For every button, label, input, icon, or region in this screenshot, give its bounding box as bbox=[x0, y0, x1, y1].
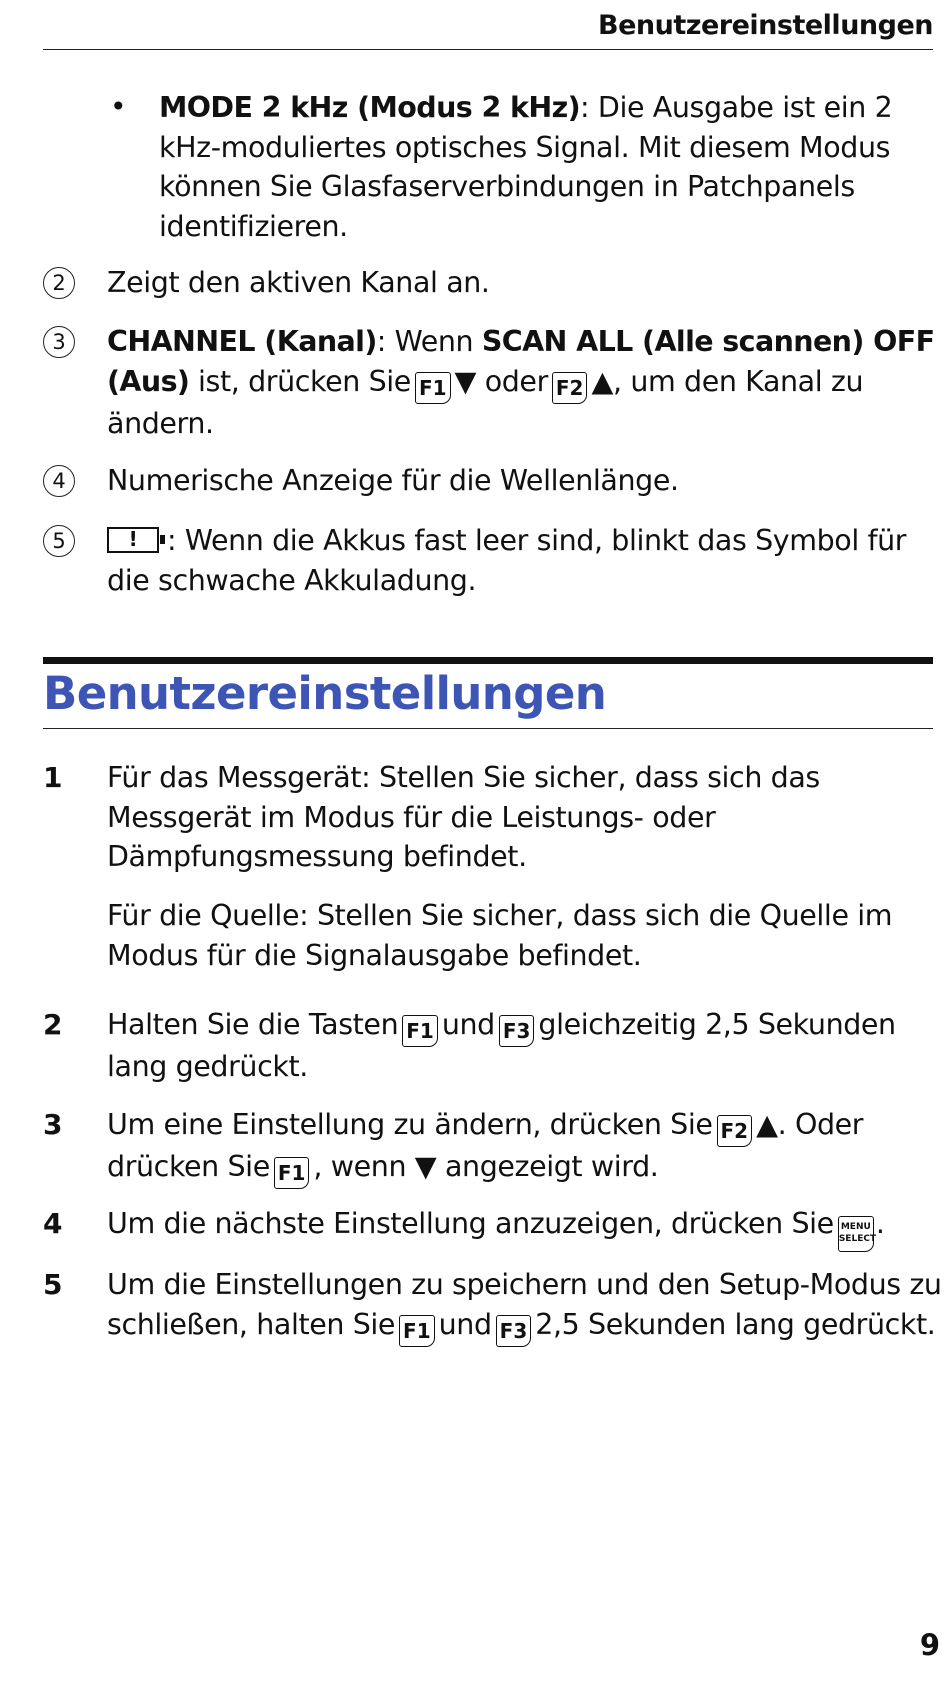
step-2-text-a: Halten Sie die Tasten bbox=[107, 1008, 399, 1041]
f1-key-icon: F1 bbox=[415, 372, 451, 404]
callout-text-5 bbox=[107, 521, 942, 600]
page-number: 9 bbox=[919, 1628, 940, 1662]
callout-3-text-d: , um den Kanal zu ändern. bbox=[107, 364, 864, 440]
running-header: Benutzereinstellungen bbox=[598, 10, 933, 41]
step-3-text-d: angezeigt wird. bbox=[436, 1150, 659, 1183]
callout-text-3 bbox=[107, 322, 942, 443]
step-number-1: 1 bbox=[43, 761, 63, 794]
step-number-2: 2 bbox=[43, 1008, 63, 1041]
mode-label: MODE 2 kHz (Modus 2 kHz) bbox=[159, 91, 581, 124]
callout-marker-5: 5 bbox=[43, 525, 75, 557]
step-4-text-a: Um die nächste Einstellung anzuzeigen, drücken Sie bbox=[107, 1207, 834, 1240]
callout-marker-2: 2 bbox=[43, 267, 75, 299]
step-3-text-a: Um eine Einstellung zu ändern, drücken Sie bbox=[107, 1108, 713, 1141]
menu-key-label: MENU bbox=[840, 1222, 871, 1232]
f3-key-icon: F3 bbox=[496, 1315, 532, 1347]
step-number-3: 3 bbox=[43, 1108, 63, 1141]
menu-select-key-icon bbox=[838, 1216, 877, 1252]
battery-exclamation: ! bbox=[128, 527, 138, 551]
section-rule-thick bbox=[43, 657, 933, 664]
arrow-down-icon: ▼ bbox=[454, 364, 477, 398]
callout-marker-3: 3 bbox=[43, 326, 75, 358]
f1-key-icon: F1 bbox=[274, 1157, 310, 1189]
arrow-down-icon: ▼ bbox=[414, 1150, 437, 1183]
arrow-up-icon: ▲ bbox=[591, 364, 613, 398]
step-4-text-b: . bbox=[875, 1207, 885, 1240]
step-5-text-b: und bbox=[438, 1307, 492, 1341]
battery-description: : Wenn die Akkus fast leer sind, blinkt das Symbol für die schwache Akkuladung. bbox=[107, 524, 907, 597]
step-text-2 bbox=[107, 1005, 942, 1087]
low-battery-icon bbox=[107, 527, 159, 553]
callout-3-text-a: : Wenn bbox=[376, 325, 482, 358]
bullet-mode-2khz bbox=[159, 88, 949, 246]
callout-text-4: Numerische Anzeige für die Wellenlänge. bbox=[107, 464, 679, 497]
callout-marker-4: 4 bbox=[43, 465, 75, 497]
step-text-4 bbox=[107, 1204, 942, 1252]
step-3-text-b: . Oder drücken Sie bbox=[107, 1108, 864, 1183]
step-number-5: 5 bbox=[43, 1268, 63, 1301]
step-text-1-sub: Für die Quelle: Stellen Sie sicher, dass sich die Quelle im Modus für die Signalausgabe befindet. bbox=[107, 899, 893, 972]
channel-label: CHANNEL (Kanal) bbox=[107, 325, 377, 358]
bullet-symbol: • bbox=[110, 90, 127, 123]
f1-key-icon: F1 bbox=[402, 1015, 438, 1047]
step-text-5 bbox=[107, 1265, 942, 1347]
step-text-3 bbox=[107, 1105, 942, 1189]
f2-key-icon: F2 bbox=[717, 1115, 753, 1147]
callout-text-2: Zeigt den aktiven Kanal an. bbox=[107, 266, 490, 299]
arrow-up-icon: ▲ bbox=[756, 1108, 778, 1141]
step-2-text-c: gleichzeitig 2,5 Sekunden lang gedrückt. bbox=[107, 1008, 896, 1083]
step-text-1: Für das Messgerät: Stellen Sie sicher, dass sich das Messgerät im Modus für die Leistungs- oder Dämpfungsmessung befindet. bbox=[107, 761, 820, 873]
f2-key-icon: F2 bbox=[552, 372, 588, 404]
select-key-label: SELECT bbox=[838, 1234, 877, 1244]
f3-key-icon: F3 bbox=[499, 1015, 535, 1047]
section-title: Benutzereinstellungen bbox=[43, 667, 607, 720]
scan-all-label: SCAN ALL (Alle scannen) OFF (Aus) bbox=[107, 325, 935, 398]
step-number-4: 4 bbox=[43, 1207, 63, 1240]
step-5-text-a: Um die Einstellungen zu speichern und den Setup-Modus zu schließen, halten Sie bbox=[107, 1268, 942, 1341]
mode-description: : Die Ausgabe ist ein 2 kHz-moduliertes optisches Signal. Mit diesem Modus können Sie Glasfaserverbindungen in Patchpanels identifizieren. bbox=[159, 91, 893, 243]
header-rule bbox=[43, 49, 933, 50]
callout-3-text-b: ist, drücken Sie bbox=[189, 364, 411, 398]
step-3-text-c: , wenn bbox=[313, 1150, 415, 1183]
step-2-text-b: und bbox=[441, 1008, 495, 1041]
section-rule-thin bbox=[43, 728, 933, 729]
step-5-text-c: 2,5 Sekunden lang gedrückt. bbox=[535, 1307, 936, 1341]
f1-key-icon: F1 bbox=[399, 1315, 435, 1347]
callout-3-text-c: oder bbox=[476, 364, 548, 398]
